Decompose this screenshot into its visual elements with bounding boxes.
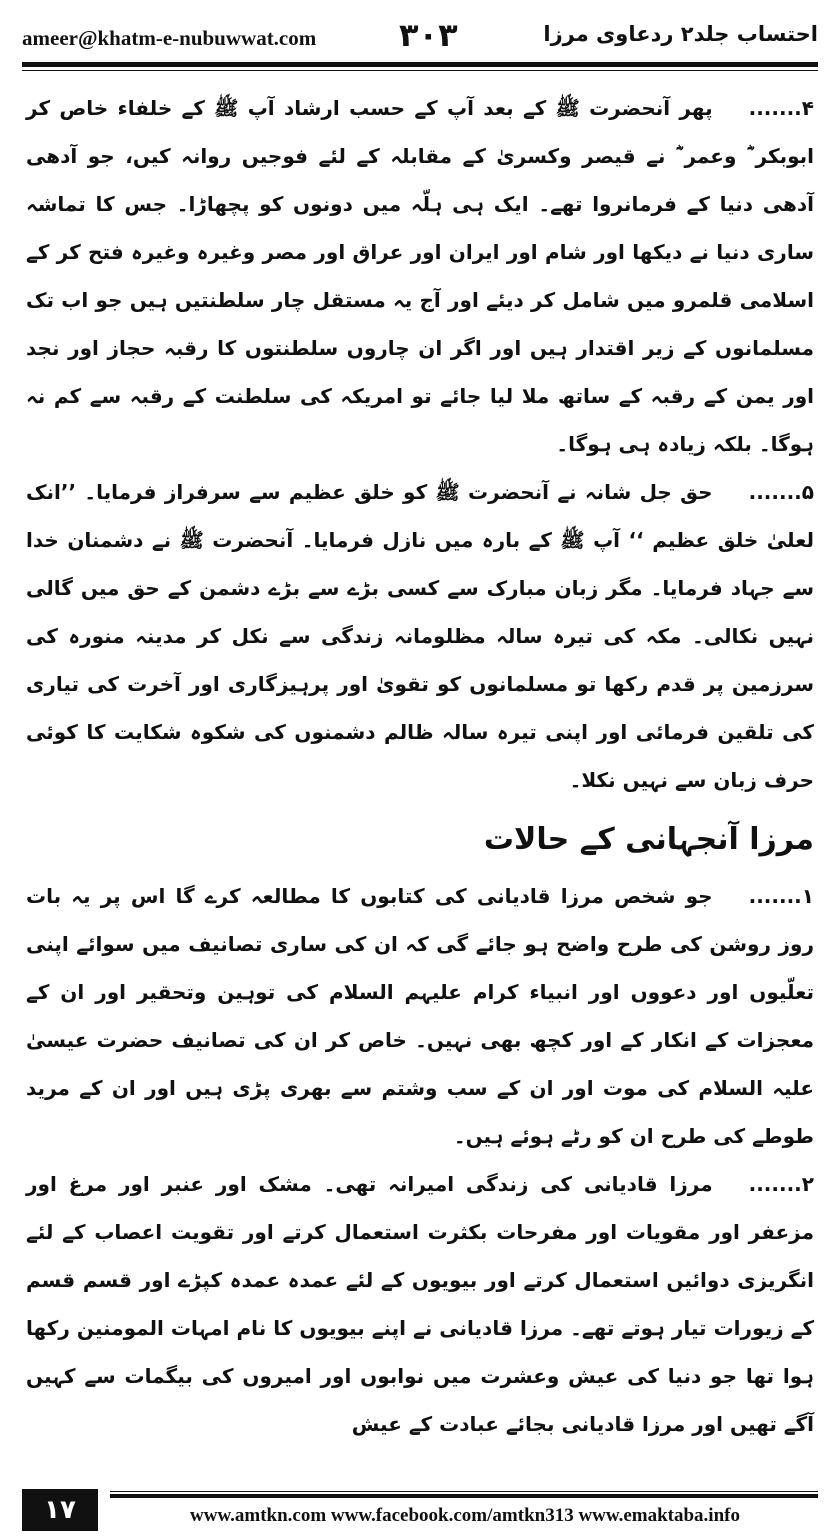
paragraph-text: پھر آنحضرت ﷺ کے بعد آپ کے حسب ارشاد آپ ﷺ کے خلفاء خاص کر ابوبکر ؓ وعمر ؓ نے قیصر وکسریٰ کے مقابلہ کے لئے فوجیں روانہ کیں، جو آدھی آدھی دنیا کے فرمانروا تھے۔ ایک ہی ہلّہ میں دونوں کو پچھاڑا۔ جس کا تماشہ ساری دنیا نے دیکھا اور شام اور ایران اور عراق اور مصر وغیرہ وغیرہ فتح کر کے اسلامی قلمرو میں شامل کر دیئے اور آج یہ مستقل چار سلطنتیں ہیں جو اب تک مسلمانوں کے زیر اقتدار ہیں اور اگر ان چاروں سلطنتوں کا رقبہ حجاز اور نجد اور یمن کے رقبہ کے ساتھ ملا لیا جائے تو امریکہ کی سلطنت کے رقبہ سے کم نہ ہوگا۔ بلکہ زیادہ ہی ہوگا۔: [26, 96, 814, 456]
footer-page-box: ۱۷: [22, 1489, 98, 1531]
header-book-title: احتساب جلد۲ ردعاوی مرزا: [543, 22, 818, 46]
paragraph-text: مرزا قادیانی کی زندگی امیرانہ تھی۔ مشک اور عنبر اور مرغ اور مزعفر اور مقویات اور مفرحات بکثرت استعمال کرتے اور تقویت اعصاب کے لئے انگریزی دوائیں استعمال کرتے اور بیویوں کے لئے عمدہ عمدہ کپڑے اور قسم قسم کے زیورات تیار ہوتے تھے۔ مرزا قادیانی نے اپنے بیویوں کا نام امہات المومنین رکھا ہوا تھا جو دنیا کی عیش وعشرت میں نوابوں اور امیروں کی بیگمات سے کہیں آگے تھیں اور مرزا قادیانی بجائے عبادت کے عیش: [26, 1172, 814, 1436]
page-body: [26, 84, 814, 1484]
paragraph-number: ۲.......: [748, 1172, 814, 1196]
paragraph-text: جو شخص مرزا قادیانی کی کتابوں کا مطالعہ کرے گا اس پر یہ بات روز روشن کی طرح واضح ہو جائے گی کہ ان کی ساری تصانیف میں سوائے اپنی تعلّیوں اور دعووں اور انبیاء کرام علیہم السلام کی توہین وتحقیر اور ان کے معجزات کے انکار کے اور کچھ بھی نہیں۔ خاص کر ان کی تصانیف حضرت عیسیٰ علیہ السلام کی موت اور ان کے سب وشتم سے بھری پڑی ہیں اور ان کے مرید طوطے کی طرح ان کو رٹے ہوئے ہیں۔: [26, 884, 814, 1148]
paragraph-5: [26, 468, 814, 804]
section-heading: مرزا آنجہانی کے حالات: [483, 822, 814, 857]
header-email: ameer@khatm-e-nubuwwat.com: [22, 26, 317, 50]
footer-rule-thick: [110, 1494, 818, 1498]
paragraph-number: ۴.......: [748, 96, 814, 120]
paragraph-number: ۵.......: [748, 480, 814, 504]
page-header: [22, 14, 818, 60]
header-rule-thin: [22, 70, 818, 71]
footer-rule-thin: [110, 1491, 818, 1492]
header-page-number: ۳۰۳: [399, 16, 458, 54]
section-paragraph-1: [26, 872, 814, 1160]
paragraph-4: [26, 84, 814, 468]
footer-links[interactable]: www.amtkn.com www.facebook.com/amtkn313 www.emaktaba.info: [190, 1505, 740, 1526]
section-paragraph-2: [26, 1160, 814, 1448]
paragraph-number: ۱.......: [748, 884, 814, 908]
header-rule-thick: [22, 62, 818, 67]
paragraph-text: حق جل شانہ نے آنحضرت ﷺ کو خلق عظیم سے سرفراز فرمایا۔ ’’انک لعلیٰ خلق عظیم ‘‘ آپ ﷺ کے بارہ میں نازل فرمایا۔ آنحضرت ﷺ نے دشمنان خدا سے جہاد فرمایا۔ مگر زبان مبارک سے کسی بڑے سے بڑے دشمن کے حق میں گالی نہیں نکالی۔ مکہ کی تیرہ سالہ مظلومانہ زندگی سے نکل کر مدینہ منورہ کی سرزمین پر قدم رکھا تو مسلمانوں کو تقویٰ اور پرہیزگاری اور آخرت کی تیاری کی تلقین فرمائی اور اپنی تیرہ سالہ ظالم دشمنوں کی شکوہ شکایت کا کوئی حرف زبان سے نہیں نکلا۔: [26, 480, 814, 792]
